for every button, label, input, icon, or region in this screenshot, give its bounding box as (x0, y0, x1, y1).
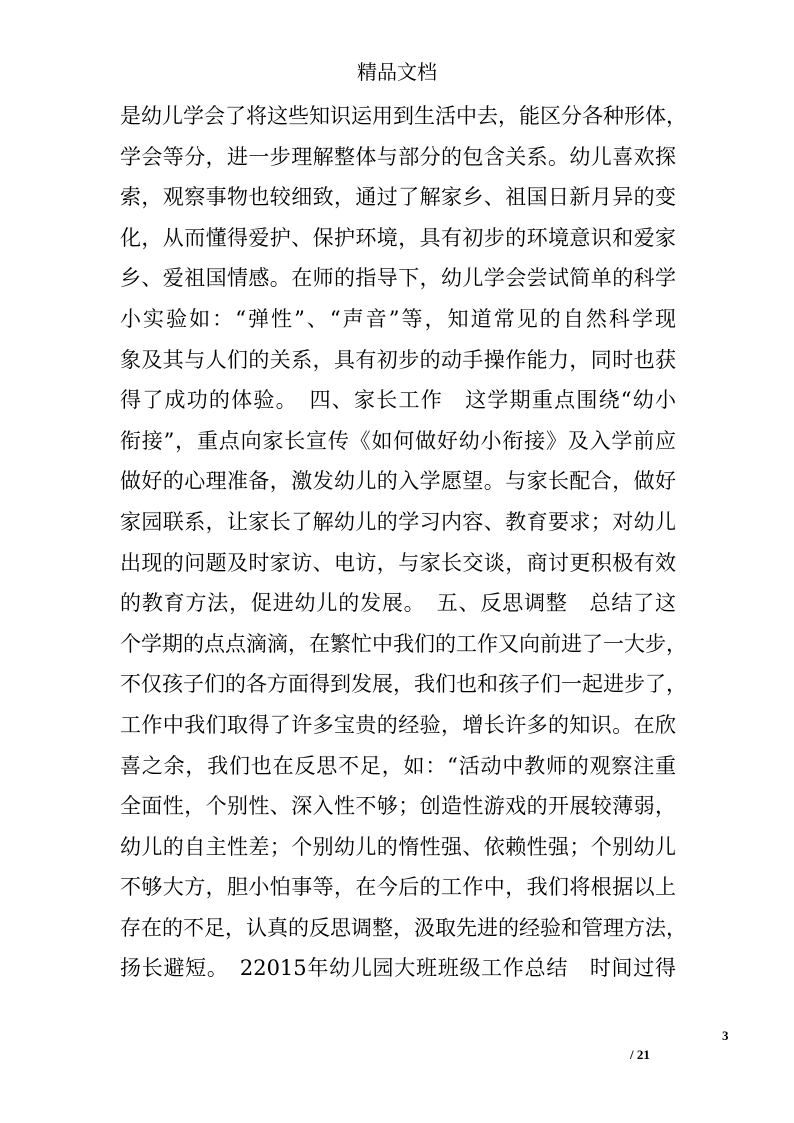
body-text-line: 工作中我们取得了许多宝贵的经验，增长许多的知识。在欣 (120, 712, 676, 737)
body-text-line: 的教育方法，促进幼儿的发展。 五、反思调整 总结了这 (120, 591, 676, 616)
body-text-line: 家园联系，让家长了解幼儿的学习内容、教育要求；对幼儿 (120, 509, 676, 534)
body-text-line: 存在的不足，认真的反思调整，汲取先进的经验和管理方法， (120, 915, 687, 940)
body-text-line: 扬长避短。 22015年幼儿园大班班级工作总结 时间过得 (120, 956, 676, 981)
body-text-line: 不仅孩子们的各方面得到发展，我们也和孩子们一起进步了， (120, 672, 687, 697)
page-header-title: 精品文档 (357, 60, 437, 84)
body-text-line: 小实验如：“弹性”、“声音”等，知道常见的自然科学现 (120, 306, 676, 331)
body-text-line: 做好的心理准备，激发幼儿的入学愿望。与家长配合，做好 (120, 469, 676, 494)
body-text-line: 得了成功的体验。 四、家长工作 这学期重点围绕“幼小 (120, 388, 676, 413)
page-number: 3 (722, 1028, 729, 1043)
body-text-line: 乡、爱祖国情感。在师的指导下，幼儿学会尝试简单的科学 (120, 266, 676, 291)
body-text-line: 幼儿的自主性差；个别幼儿的惰性强、依赖性强；个别幼儿 (120, 834, 676, 859)
body-text-line: 喜之余，我们也在反思不足，如：“活动中教师的观察注重 (120, 753, 676, 778)
body-text-line: 索，观察事物也较细致，通过了解家乡、祖国日新月异的变 (120, 185, 676, 210)
body-text-line: 全面性，个别性、深入性不够；创造性游戏的开展较薄弱， (120, 794, 676, 819)
body-text-line: 象及其与人们的关系，具有初步的动手操作能力，同时也获 (120, 347, 676, 372)
body-text-line: 化，从而懂得爱护、保护环境，具有初步的环境意识和爱家 (120, 225, 676, 250)
body-text-line: 不够大方，胆小怕事等，在今后的工作中，我们将根据以上 (120, 875, 676, 900)
page-total: / 21 (630, 1047, 650, 1062)
body-text-line: 个学期的点点滴滴，在繁忙中我们的工作又向前进了一大步， (120, 631, 687, 656)
body-text-line: 是幼儿学会了将这些知识运用到生活中去，能区分各种形体， (120, 104, 687, 128)
document-body (120, 96, 687, 989)
body-text-line: 出现的问题及时家访、电访，与家长交谈，商讨更积极有效 (120, 550, 676, 575)
body-text-line: 学会等分，进一步理解整体与部分的包含关系。幼儿喜欢探 (120, 144, 676, 169)
body-text-line: 衔接”，重点向家长宣传《如何做好幼小衔接》及入学前应 (120, 428, 676, 453)
